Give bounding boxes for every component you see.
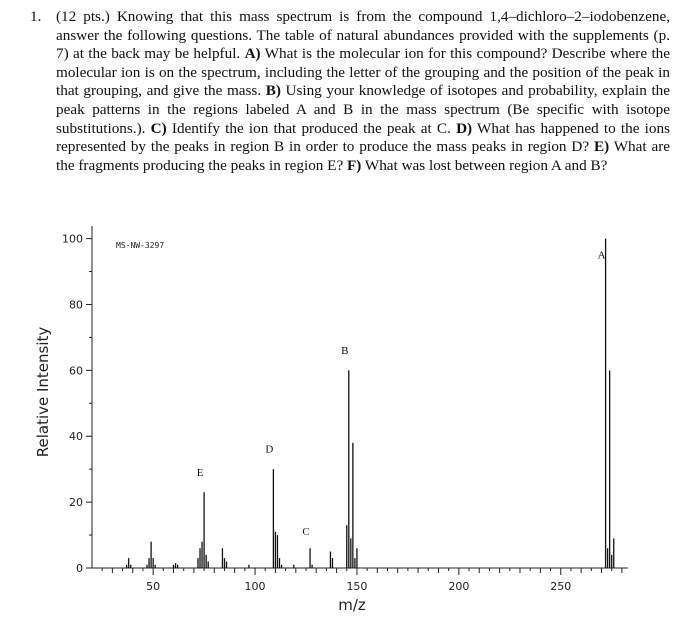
x-tick-label: 100 <box>244 580 266 593</box>
part-a-letter: A) <box>244 45 261 63</box>
region-label-d: D <box>265 443 274 456</box>
x-tick-label: 50 <box>146 580 161 593</box>
mass-spectrum-chart <box>0 210 700 630</box>
x-axis-title: m/z <box>338 596 366 614</box>
region-label-a: A <box>597 249 606 262</box>
question-points: (12 pts.) <box>56 8 110 25</box>
part-c-letter: C) <box>150 119 167 137</box>
part-a-text: What is the molecular ion for this compound? Describe where the molecular ion is on the spectrum, including the letter of the grouping and the position of the peak in that grouping, and give the mass. <box>56 45 670 100</box>
part-b-text: Using your knowledge of isotopes and probability, explain the peak patterns in the regions labeled A and B in the mass spectrum (Be specific with isotope substitutions.). <box>56 82 670 137</box>
part-e-text: What are the fragments producing the peaks in region E? <box>56 138 670 174</box>
question-block <box>30 8 670 175</box>
part-f-letter: F) <box>347 156 362 174</box>
part-f-text: What was lost between region A and B? <box>361 156 608 174</box>
x-tick-label: 150 <box>346 580 368 593</box>
question-text <box>56 8 670 175</box>
x-tick-label: 200 <box>448 580 470 593</box>
y-tick-label: 20 <box>69 496 83 510</box>
question-intro: Knowing that this mass spectrum is from the compound 1,4–dichloro–2–iodobenzene, answer the following questions. The table of natural abundances provided with the supplements (p. 7) at the back may be helpful. <box>56 8 670 63</box>
y-axis-title: Relative Intensity <box>34 326 52 458</box>
y-tick-label: 100 <box>62 232 83 246</box>
y-tick-label: 40 <box>69 430 83 444</box>
chart-annotations <box>197 249 606 538</box>
spectrum-code-label: MS-NW-3297 <box>116 241 165 250</box>
part-b-letter: B) <box>265 82 281 100</box>
region-label-c: C <box>302 526 310 539</box>
y-tick-label: 80 <box>69 298 83 312</box>
part-e-letter: E) <box>593 138 610 156</box>
question-number: 1. <box>30 8 42 25</box>
chart-axes <box>62 226 628 593</box>
y-tick-label: 0 <box>76 562 83 575</box>
part-d-letter: D) <box>456 119 473 137</box>
x-tick-label: 250 <box>550 580 572 593</box>
y-tick-label: 60 <box>69 364 83 378</box>
part-d-text: What has happened to the ions represented by the peaks in region B in order to produce the mass peaks in region D? <box>56 119 670 156</box>
chart-peaks <box>127 239 614 568</box>
region-label-b: B <box>341 344 349 357</box>
region-label-e: E <box>196 466 204 479</box>
part-c-text: Identify the ion that produced the peak at C. <box>166 119 457 137</box>
